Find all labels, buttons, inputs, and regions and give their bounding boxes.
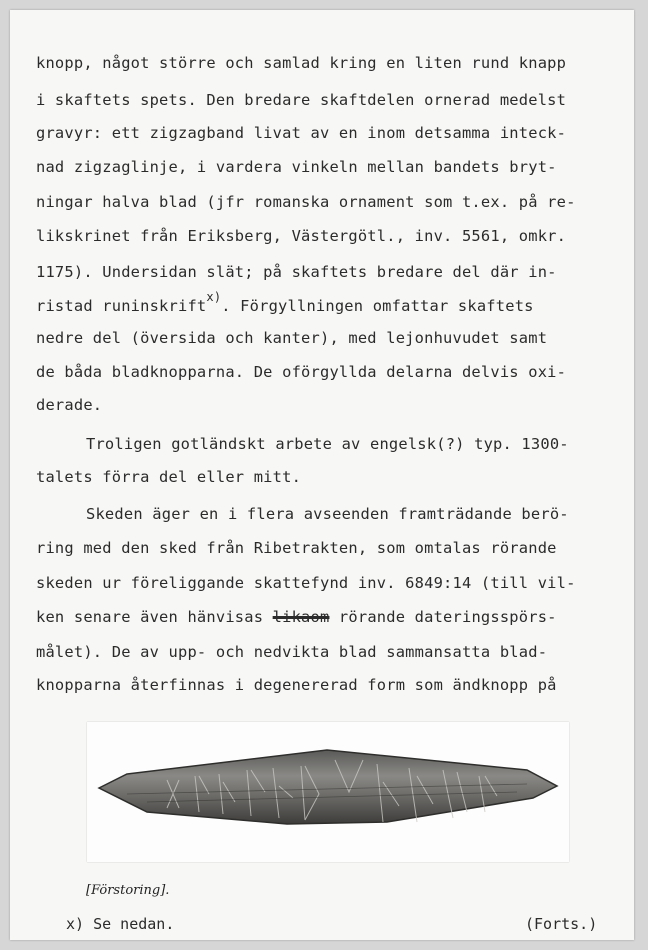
continued-marker: (Forts.)	[525, 915, 598, 933]
engraved-handle-image	[87, 722, 569, 862]
text-fragment: ken senare även hänvisas	[36, 608, 264, 626]
text-line: målet). De av upp- och nedvikta blad sammansatta blad-	[36, 643, 548, 661]
text-line: nedre del (översida och kanter), med lejonhuvudet samt	[36, 329, 548, 347]
text-line: knopparna återfinnas i degenererad form som ändknopp på	[36, 676, 557, 694]
document-page	[10, 10, 634, 940]
text-line: Skeden äger en i flera avseenden framträdande berö-	[86, 505, 569, 523]
text-line: ring med den sked från Ribetrakten, som omtalas rörande	[36, 539, 557, 557]
text-fragment: ristad runinskrift	[36, 297, 207, 315]
text-line: nad zigzaglinje, i vardera vinkeln mellan bandets bryt-	[36, 158, 557, 176]
footnote-marker: x)	[206, 290, 222, 304]
text-line: knopp, något större och samlad kring en liten rund knapp	[36, 54, 567, 72]
text-fragment: rörande dateringsspörs-	[338, 608, 557, 626]
text-line: de båda bladknopparna. De oförgyllda delarna delvis oxi-	[36, 363, 567, 381]
text-line: 1175). Undersidan slät; på skaftets bredare del där in-	[36, 263, 557, 281]
text-line	[36, 607, 557, 627]
text-line: ningar halva blad (jfr romanska ornament som t.ex. på re-	[36, 193, 576, 211]
text-line: derade.	[36, 396, 103, 414]
struck-word: likaom	[272, 608, 330, 626]
text-line	[36, 290, 534, 317]
text-line: likskrinet från Eriksberg, Västergötl., inv. 5561, omkr.	[36, 227, 567, 245]
text-line: skeden ur föreliggande skattefynd inv. 6849:14 (till vil-	[36, 574, 576, 592]
footnote: x) Se nedan.	[66, 915, 175, 933]
handwritten-annotation: [Förstoring].	[86, 883, 170, 898]
spoon-handle-photo	[87, 722, 569, 862]
text-line: i skaftets spets. Den bredare skaftdelen ornerad medelst	[36, 91, 567, 109]
text-fragment: . Förgyllningen omfattar skaftets	[221, 297, 534, 315]
text-line: talets förra del eller mitt.	[36, 468, 302, 486]
text-line: gravyr: ett zigzagband livat av en inom detsamma inteck-	[36, 124, 567, 142]
text-line: Troligen gotländskt arbete av engelsk(?) typ. 1300-	[86, 435, 569, 453]
